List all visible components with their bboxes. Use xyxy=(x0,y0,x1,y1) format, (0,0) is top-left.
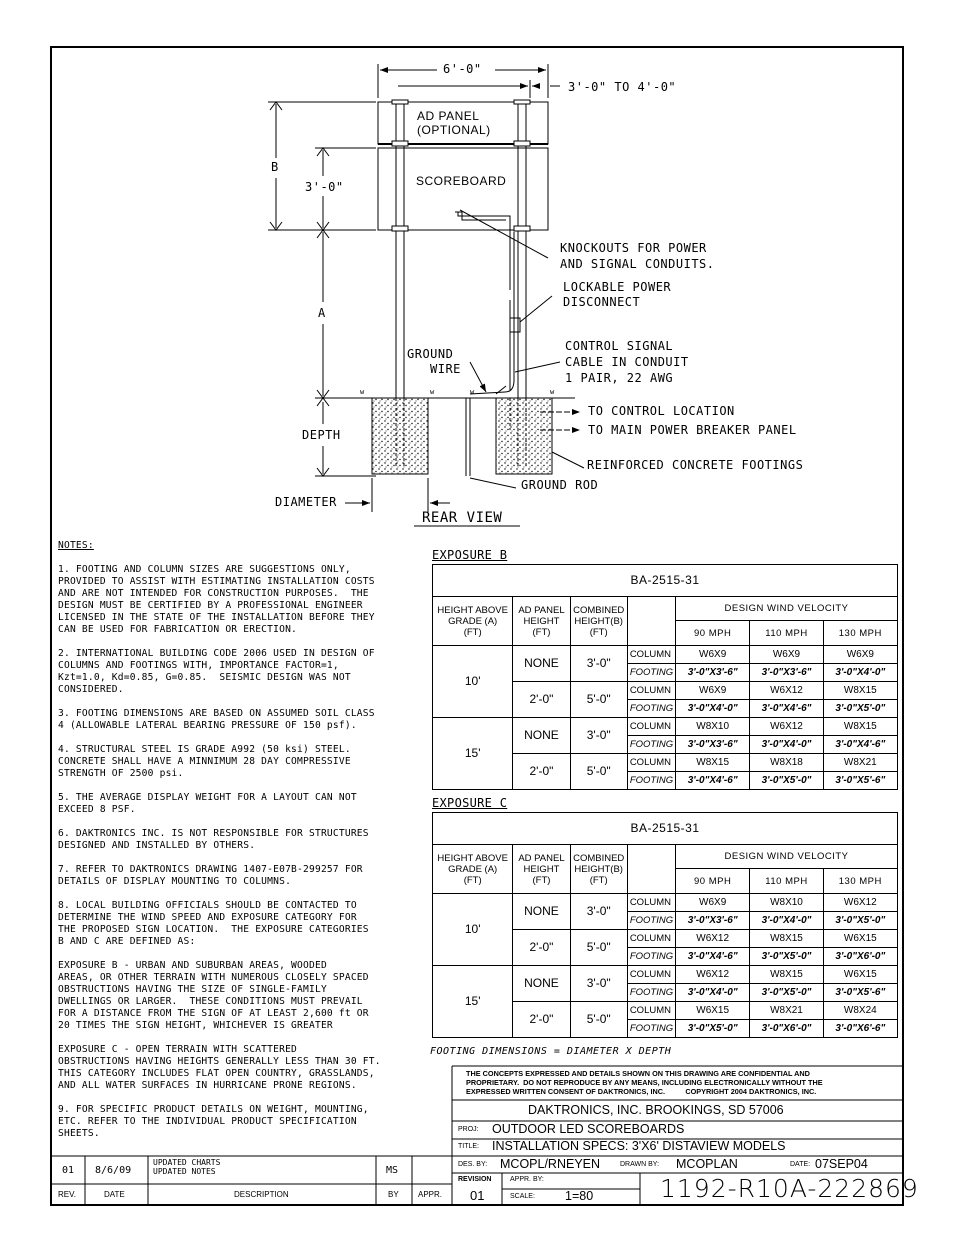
grade-height-cell: 10' xyxy=(433,894,513,966)
ground-wire-label-2: WIRE xyxy=(430,362,461,376)
grade-height-cell: 15' xyxy=(433,966,513,1038)
footing-size-cell: 3'-0"X6'-0" xyxy=(750,1020,823,1038)
note-item: 5. THE AVERAGE DISPLAY WEIGHT FOR A LAYOUT CAN NOT EXCEED 8 PSF. xyxy=(58,792,357,815)
diameter-label: DIAMETER xyxy=(275,495,337,509)
ad-optional-label: (OPTIONAL) xyxy=(417,123,491,137)
combined-height-cell: 3'-0" xyxy=(570,894,627,930)
revision-label: REVISION xyxy=(458,1176,492,1183)
drawn-by-label: DRAWN BY: xyxy=(620,1161,660,1168)
rev-by: MS xyxy=(386,1165,399,1176)
wind-speed-header: 90 MPH xyxy=(676,869,750,894)
rev-description-2: UPDATED NOTES xyxy=(153,1167,216,1176)
footing-size-cell: 3'-0"X4'-6" xyxy=(676,772,750,790)
wind-velocity-header: DESIGN WIND VELOCITY xyxy=(676,597,898,621)
column-row-label: COLUMN xyxy=(627,718,675,736)
drawing-scale: 1=80 xyxy=(565,1189,594,1203)
col-header-height: HEIGHT ABOVE GRADE (A) (FT) xyxy=(433,597,513,646)
dim-b-label: B xyxy=(271,160,279,174)
combined-height-cell: 3'-0" xyxy=(570,646,627,682)
col-header-ad-panel: AD PANEL HEIGHT (FT) xyxy=(513,597,570,646)
column-size-cell: W6X12 xyxy=(676,966,750,984)
footing-size-cell: 3'-0"X5'-6" xyxy=(823,984,897,1002)
footing-row-label: FOOTING xyxy=(627,984,675,1002)
column-size-cell: W8X15 xyxy=(823,718,897,736)
footing-size-cell: 3'-0"X5'-0" xyxy=(750,948,823,966)
notes-title: NOTES: xyxy=(58,540,94,551)
column-size-cell: W8X15 xyxy=(676,754,750,772)
footing-size-cell: 3'-0"X3'-6" xyxy=(750,664,823,682)
column-size-cell: W8X15 xyxy=(750,930,823,948)
column-size-cell: W6X9 xyxy=(823,646,897,664)
by-header: BY xyxy=(388,1190,399,1199)
footing-size-cell: 3'-0"X3'-6" xyxy=(676,664,750,682)
combined-height-cell: 5'-0" xyxy=(570,1002,627,1038)
column-size-cell: W6X15 xyxy=(823,930,897,948)
dim-a-label: A xyxy=(318,306,326,320)
column-size-cell: W6X12 xyxy=(823,894,897,912)
grade-height-cell: 15' xyxy=(433,718,513,790)
wind-speed-header: 130 MPH xyxy=(823,869,897,894)
footing-size-cell: 3'-0"X4'-6" xyxy=(676,948,750,966)
revision-number: 01 xyxy=(470,1188,485,1203)
column-size-cell: W8X15 xyxy=(750,966,823,984)
column-row-label: COLUMN xyxy=(627,646,675,664)
to-power-label: TO MAIN POWER BREAKER PANEL xyxy=(588,423,797,437)
column-size-cell: W8X15 xyxy=(823,682,897,700)
scoreboard-label: SCOREBOARD xyxy=(416,174,507,188)
column-size-cell: W8X24 xyxy=(823,1002,897,1020)
column-row-label: COLUMN xyxy=(627,754,675,772)
column-row-label: COLUMN xyxy=(627,682,675,700)
note-item: 8. LOCAL BUILDING OFFICIALS SHOULD BE CONTACTED TO DETERMINE THE WIND SPEED AND EXPOSURE CATEGORY FOR THE PROPOSED SIGN LOCATION. THE EXPOSURE CATEGORIES B AND C ARE DEFINED AS: xyxy=(58,900,369,947)
ad-panel-cell: NONE xyxy=(513,966,570,1002)
lockable-label-1: LOCKABLE POWER xyxy=(563,280,672,294)
column-size-cell: W8X18 xyxy=(750,754,823,772)
ground-wire-label-1: GROUND xyxy=(407,347,454,361)
footing-size-cell: 3'-0"X5'-0" xyxy=(823,700,897,718)
column-size-cell: W6X12 xyxy=(750,682,823,700)
drawn-by: MCOPLAN xyxy=(676,1157,738,1171)
note-item: 3. FOOTING DIMENSIONS ARE BASED ON ASSUMED SOIL CLASS 4 (ALLOWABLE LATERAL BEARING PRESSURE OF 150 psf). xyxy=(58,708,375,731)
wind-velocity-header: DESIGN WIND VELOCITY xyxy=(676,845,898,869)
ad-panel-cell: 2'-0" xyxy=(513,682,570,718)
control-signal-label-1: CONTROL SIGNAL xyxy=(565,339,674,353)
column-size-cell: W8X10 xyxy=(750,894,823,912)
column-size-cell: W6X9 xyxy=(676,682,750,700)
column-size-cell: W6X9 xyxy=(676,646,750,664)
drawing-date: 07SEP04 xyxy=(815,1157,868,1171)
to-control-label: TO CONTROL LOCATION xyxy=(588,404,735,418)
column-size-cell: W8X10 xyxy=(676,718,750,736)
control-signal-label-2: CABLE IN CONDUIT xyxy=(565,355,689,369)
footing-size-cell: 3'-0"X4'-0" xyxy=(823,664,897,682)
rev-header: REV. xyxy=(58,1190,76,1199)
column-size-cell: W6X15 xyxy=(823,966,897,984)
footing-row-label: FOOTING xyxy=(627,772,675,790)
des-by-label: DES. BY: xyxy=(458,1161,488,1168)
column-size-cell: W6X15 xyxy=(676,1002,750,1020)
confidential-notice: THE CONCEPTS EXPRESSED AND DETAILS SHOWN ON THIS DRAWING ARE CONFIDENTIAL AND PROPRIETARY. DO NOT REPRODUCE BY ANY MEANS, INCLUDING ELECTRONICALLY WITHOUT THE EXPRESSED WRITTEN CONSENT OF DAKTRONICS, INC. COPYRIGHT 2004 DAKTRONICS, INC. xyxy=(466,1069,823,1096)
column-size-cell: W6X12 xyxy=(676,930,750,948)
table-model-header: BA-2515-31 xyxy=(433,565,898,597)
designed-by: MCOPL/RNEYEN xyxy=(500,1157,601,1171)
col-header-combined: COMBINED HEIGHT(B) (FT) xyxy=(570,597,627,646)
ad-panel-cell: NONE xyxy=(513,894,570,930)
footing-size-cell: 3'-0"X5'-0" xyxy=(676,1020,750,1038)
footing-size-cell: 3'-0"X4'-0" xyxy=(750,912,823,930)
column-row-label: COLUMN xyxy=(627,894,675,912)
scale-label: SCALE: xyxy=(510,1193,535,1200)
note-item: 1. FOOTING AND COLUMN SIZES ARE SUGGESTIONS ONLY, PROVIDED TO ASSIST WITH ESTIMATING INSTALLATION COSTS AND ARE NOT INTENDED FOR CONSTRUCTION PURPOSES. THE DESIGN MUST BE CERTIFIED BY A PROFESSIONAL ENGINEER LICENSED IN THE STATE OF THE INSTALLATION BEFORE THEY CAN BE USED FOR FABRICATION OR ERECTION. xyxy=(58,564,375,635)
col-header-combined: COMBINED HEIGHT(B) (FT) xyxy=(570,845,627,894)
wind-speed-header: 130 MPH xyxy=(823,621,897,646)
lockable-label-2: DISCONNECT xyxy=(563,295,641,309)
footing-size-cell: 3'-0"X5'-0" xyxy=(823,912,897,930)
column-size-cell: W6X9 xyxy=(676,894,750,912)
grade-height-cell: 10' xyxy=(433,646,513,718)
combined-height-cell: 5'-0" xyxy=(570,930,627,966)
wind-speed-header: 110 MPH xyxy=(750,869,823,894)
footing-size-cell: 3'-0"X4'-0" xyxy=(676,700,750,718)
footing-size-cell: 3'-0"X5'-0" xyxy=(750,772,823,790)
footing-row-label: FOOTING xyxy=(627,664,675,682)
combined-height-cell: 3'-0" xyxy=(570,966,627,1002)
footing-row-label: FOOTING xyxy=(627,1020,675,1038)
column-size-cell: W6X12 xyxy=(750,718,823,736)
svg-text:w: w xyxy=(470,388,475,396)
note-item: 4. STRUCTURAL STEEL IS GRADE A992 (50 ksi) STEEL. CONCRETE SHALL HAVE A MINNIMUM 28 DAY COMPRESSIVE STRENGTH OF 2500 psi. xyxy=(58,744,351,779)
rev-number: 01 xyxy=(62,1165,75,1176)
note-item: 6. DAKTRONICS INC. IS NOT RESPONSIBLE FOR STRUCTURES DESIGNED AND INSTALLED BY OTHERS. xyxy=(58,828,369,851)
svg-text:w: w xyxy=(430,388,435,396)
svg-text:w: w xyxy=(550,388,555,396)
knockouts-label-1: KNOCKOUTS FOR POWER xyxy=(560,241,707,255)
column-row-label: COLUMN xyxy=(627,930,675,948)
combined-height-cell: 3'-0" xyxy=(570,718,627,754)
footing-size-cell: 3'-0"X6'-6" xyxy=(823,1020,897,1038)
description-header: DESCRIPTION xyxy=(234,1190,289,1199)
dim-width-label: 6'-0" xyxy=(443,62,482,76)
col-header-ad-panel: AD PANEL HEIGHT (FT) xyxy=(513,845,570,894)
title-label: TITLE: xyxy=(458,1143,480,1150)
ad-panel-cell: NONE xyxy=(513,718,570,754)
footing-size-cell: 3'-0"X4'-6" xyxy=(750,700,823,718)
ad-panel-cell: 2'-0" xyxy=(513,1002,570,1038)
combined-height-cell: 5'-0" xyxy=(570,754,627,790)
combined-height-cell: 5'-0" xyxy=(570,682,627,718)
footing-dimensions-note: FOOTING DIMENSIONS = DIAMETER X DEPTH xyxy=(430,1046,672,1057)
column-size-cell: W6X9 xyxy=(750,646,823,664)
footing-size-cell: 3'-0"X6'-0" xyxy=(823,948,897,966)
footing-size-cell: 3'-0"X3'-6" xyxy=(676,736,750,754)
footing-size-cell: 3'-0"X4'-0" xyxy=(750,736,823,754)
footings-label: REINFORCED CONCRETE FOOTINGS xyxy=(587,458,804,472)
dim-offset-label: 3'-0" TO 4'-0" xyxy=(568,80,677,94)
rev-date: 8/6/09 xyxy=(95,1165,132,1176)
project-name: OUTDOOR LED SCOREBOARDS xyxy=(492,1122,685,1136)
dim-3ft-label: 3'-0" xyxy=(305,180,344,194)
ad-panel-cell: NONE xyxy=(513,646,570,682)
drawing-number: 1192-R10A-222869 xyxy=(660,1174,919,1203)
footing-size-cell: 3'-0"X4'-6" xyxy=(823,736,897,754)
appr-by-label: APPR. BY: xyxy=(510,1176,544,1183)
footing-row-label: FOOTING xyxy=(627,700,675,718)
drawing-title: INSTALLATION SPECS: 3'X6' DISTAVIEW MODELS xyxy=(492,1139,786,1153)
svg-text:w: w xyxy=(360,388,365,396)
rev-description-1: UPDATED CHARTS xyxy=(153,1158,221,1167)
note-item: 2. INTERNATIONAL BUILDING CODE 2006 USED IN DESIGN OF COLUMNS AND FOOTINGS WITH, IMPORTANCE FACTOR=1, Kzt=1.0, Kd=0.85, G=0.85. SEISMIC DESIGN WAS NOT CONSIDERED. xyxy=(58,648,375,695)
control-signal-label-3: 1 PAIR, 22 AWG xyxy=(565,371,674,385)
footing-size-cell: 3'-0"X5'-6" xyxy=(823,772,897,790)
column-row-label: COLUMN xyxy=(627,966,675,984)
ground-rod-label: GROUND ROD xyxy=(521,478,599,492)
rear-view-label: REAR VIEW xyxy=(422,510,503,526)
exposure-section-title: EXPOSURE B xyxy=(432,548,508,562)
exposure-section-title: EXPOSURE C xyxy=(432,796,508,810)
footing-size-cell: 3'-0"X5'-0" xyxy=(750,984,823,1002)
note-item: EXPOSURE B - URBAN AND SUBURBAN AREAS, WOODED AREAS, OR OTHER TERRAIN WITH NUMEROUS CLOSELY SPACED OBSTRUCTIONS HAVING THE SIZE OF SINGLE-FAMILY DWELLINGS OR LARGER. THESE CONDITIONS MUST PREVAIL FOR A DISTANCE FROM THE SIGN OF AT LEAST 2,600 ft OR 20 TIMES THE SIGN HEIGHT, WHICHEVER IS GREATER xyxy=(58,960,369,1031)
column-row-label: COLUMN xyxy=(627,1002,675,1020)
wind-speed-header: 90 MPH xyxy=(676,621,750,646)
column-size-cell: W8X21 xyxy=(823,754,897,772)
depth-label: DEPTH xyxy=(302,428,341,442)
note-item: 7. REFER TO DAKTRONICS DRAWING 1407-E07B-299257 FOR DETAILS OF DISPLAY MOUNTING TO COLUMNS. xyxy=(58,864,363,887)
column-size-cell: W8X21 xyxy=(750,1002,823,1020)
proj-label: PROJ: xyxy=(458,1126,479,1133)
note-item: EXPOSURE C - OPEN TERRAIN WITH SCATTERED OBSTRUCTIONS HAVING HEIGHTS GENERALLY LESS THAN 30 FT. THIS CATEGORY INCLUDES FLAT OPEN COUNTRY, GRASSLANDS, AND ALL WATER SURFACES IN HURRICANE PRONE REGIONS. xyxy=(58,1044,381,1091)
footing-size-cell: 3'-0"X4'-0" xyxy=(676,984,750,1002)
date-header: DATE xyxy=(104,1190,125,1199)
company-name: DAKTRONICS, INC. BROOKINGS, SD 57006 xyxy=(528,1103,784,1117)
table-model-header: BA-2515-31 xyxy=(433,813,898,845)
footing-size-cell: 3'-0"X3'-6" xyxy=(676,912,750,930)
appr-header: APPR. xyxy=(418,1190,443,1199)
ad-panel-cell: 2'-0" xyxy=(513,754,570,790)
wind-speed-header: 110 MPH xyxy=(750,621,823,646)
knockouts-label-2: AND SIGNAL CONDUITS. xyxy=(560,257,715,271)
col-header-height: HEIGHT ABOVE GRADE (A) (FT) xyxy=(433,845,513,894)
ad-panel-label: AD PANEL xyxy=(417,109,480,123)
date-label: DATE: xyxy=(790,1161,811,1168)
footing-row-label: FOOTING xyxy=(627,912,675,930)
footing-row-label: FOOTING xyxy=(627,736,675,754)
ad-panel-cell: 2'-0" xyxy=(513,930,570,966)
note-item: 9. FOR SPECIFIC PRODUCT DETAILS ON WEIGHT, MOUNTING, ETC. REFER TO THE INDIVIDUAL PRODUCT SPECIFICATION SHEETS. xyxy=(58,1104,369,1139)
footing-row-label: FOOTING xyxy=(627,948,675,966)
